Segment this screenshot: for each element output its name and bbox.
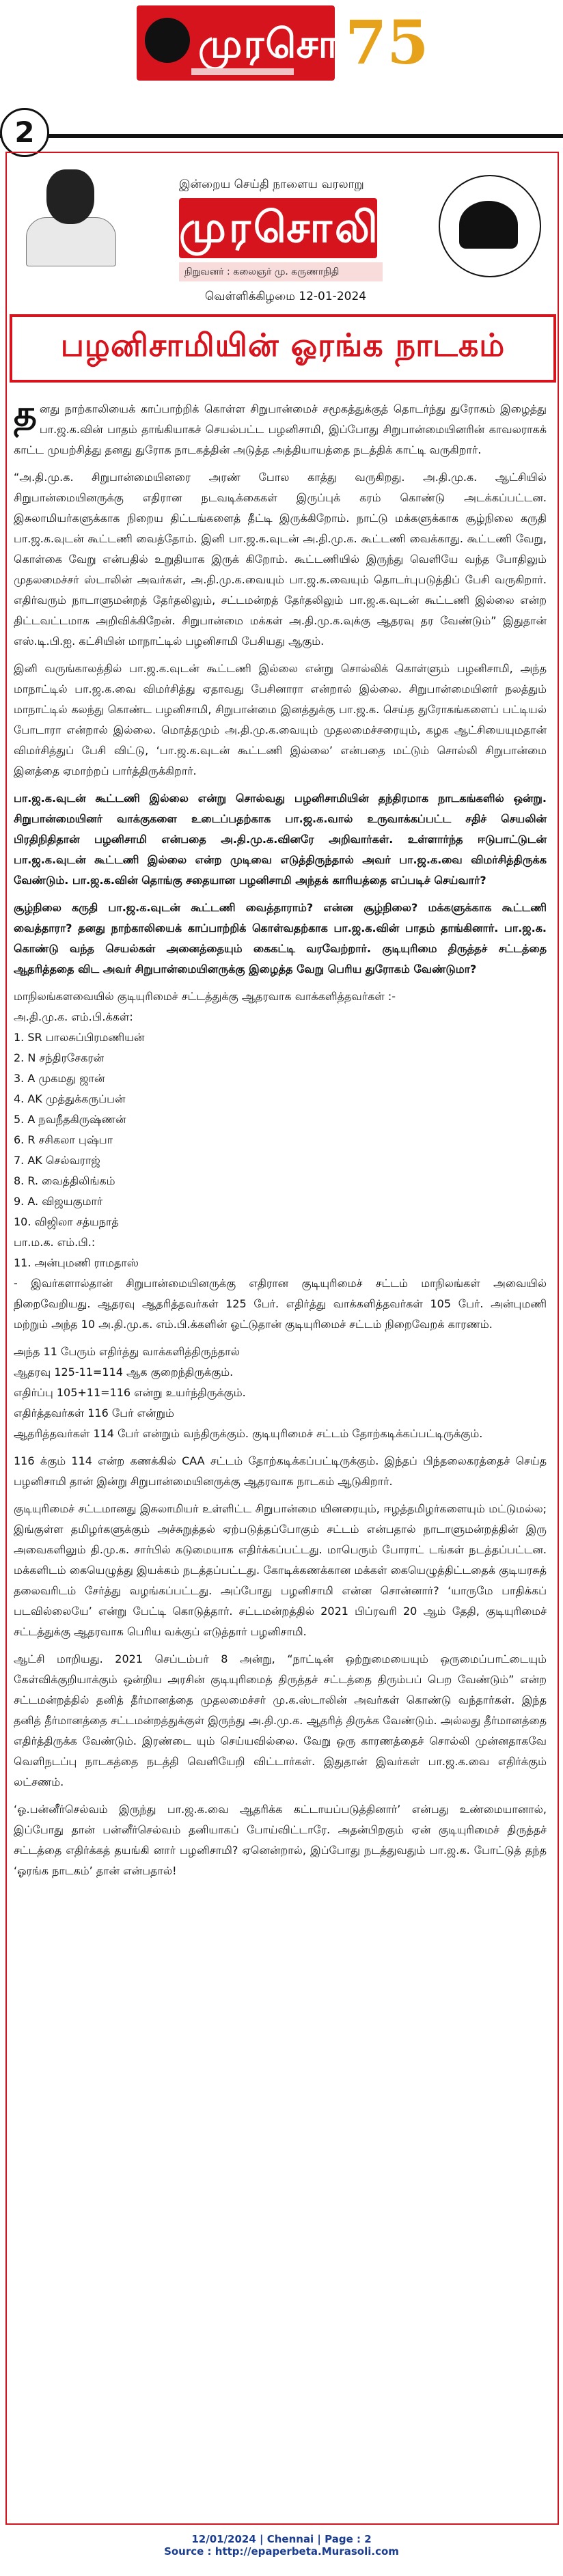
list-item: 11. அன்புமணி ராமதாஸ் [14,1256,139,1269]
rising-sun-logo-icon [145,18,190,63]
list-intro: மாநிலங்களவையில் குடியுரிமைச் சட்டத்துக்கு ஆதரவாக வாக்களித்தவர்கள் :- [14,990,396,1003]
bold-paragraph: பா.ஜ.க.வுடன் கூட்டணி இல்லை என்று சொல்வது பழனிசாமியின் தந்திரமாக நாடகங்களில் ஒன்று. சிறுபான்மையினர் வாக்குகளை உடைப்பதற்காக பா.ஜ.க.வால் உருவாக்கப்பட்ட சதிச் செயலின் பிரதிநிதிதான் பழனிசாமி என்பதை அ.தி.மு.க.வினரே அறிவார்கள். உள்ளார்ந்த ஈடுபாட்டுடன் பா.ஜ.க.வுடன் கூட்டணி இல்லை என்ற முடிவை எடுத்திருந்தால் அவர் பா.ஜ.க.வை விமர்சித்திருக்க வேண்டும். பா.ஜ.க.வின் தொங்கு சதையான பழனிசாமி அந்தக் காரியத்தை எப்படிச் செய்வார்? [14,792,547,887]
masthead-tagline-strip [191,68,294,75]
portrait-head [46,169,94,224]
emblem-sun [459,201,518,249]
paragraph-text: னது நாற்காலியைக் காப்பாற்றிக் கொள்ள சிறுபான்மைச் சமூகத்துக்குத் தொடர்ந்து துரோகம் இழைத்து பா.ஜ.க.வின் பாதம் தாங்கியாகச் செயல்பட்ட பழனிசாமி, இப்போது சிறுபான்மையினரின் காவலராகக் காட்ட முயற்சித்து தனது துரோக நாடகத்தின் அடுத்த அத்தியாயத்தை நடத்திக் காட்டி வருகிறார். [14,402,547,456]
list-item: 7. AK செல்வராஜ் [14,1154,100,1167]
founder-line: நிறுவனர் : கலைஞர் மு. கருணாநிதி [179,262,383,281]
list-item: 1. SR பாலசுப்பிரமணியன் [14,1031,145,1044]
paragraph: ஆதரித்தவர்கள் 114 பேர் என்றும் வந்திருக்கும். குடியுரிமைச் சட்டம் தோற்கடிக்கப்பட்டிருக்கும். [14,1427,483,1440]
tagline: இன்றைய செய்தி நாளைய வரலாறு [179,178,364,191]
footer-issue-info: 12/01/2024 | Chennai | Page : 2 [191,2533,372,2545]
list-group-title: அ.தி.மு.க. எம்.பி.க்கள்: [14,1010,133,1023]
paragraph [14,393,547,460]
paragraph: குடியுரிமைச் சட்டமானது இசுலாமியர் உள்ளிட்ட சிறுபான்மை யினரையும், ஈழத்தமிழர்களையும் மட்டுமல்ல; இங்குள்ள தமிழர்களுக்கும் அச்சுறுத்தல் ஏற்படுத்தப்போகும் சட்டம் என்பதால் நாடாளுமன்றத்தின் இரு அவைகளிலும் தி.மு.க. சார்பில் கடுமையாக எதிர்க்கப்பட்டது. மாபெரும் போராட் டங்கள் நடத்தப்பட்டன. மக்களிடம் கையெழுத்து இயக்கம் நடத்தப்பட்டது. கோடிக்கணக்கான மக்கள் கையெழுத்திட்டதைக் குடியரசுத் தலைவரிடம் சேர்த்து வழங்கப்பட்டது. அப்போது பழனிசாமி என்ன சொன்னார்? ‘யாருமே பாதிக்கப் படவில்லையே’ என்று பேட்டி கொடுத்தார். சட்டமன்றத்தில் 2021 பிப்ரவரி 20 ஆம் தேதி, குடியுரிமைச் சட்டத்துக்கு ஆதரவாக பெரிய வக்குப் எடுத்தார் பழனிசாமி. [14,1502,547,1638]
paragraph: இனி வருங்காலத்தில் பா.ஜ.க.வுடன் கூட்டணி இல்லை என்று சொல்லிக் கொள்ளும் பழனிசாமி, அந்த மாநாட்டில் பா.ஜ.க.வை விமர்சித்து ஏதாவது பேசினாரா என்றால் இல்லை. சிறுபான்மையினர் நலத்தும் மாநாட்டில் கலந்து கொண்ட பழனிசாமி, சிறுபான்மை இனத்துக்கு பா.ஜ.க. செய்த துரோகங்களைப் பட்டியல் போடாரா என்றால் இல்லை. மொத்தமும் அ.தி.மு.க.வையும் முதலமைச்சரையும், கழக ஆட்சியையுமதான் விமர்சித்துப் பேசி விட்டு, ‘பா.ஜ.க.வுடன் கூட்டணி இல்லை’ என்பதை மட்டும் சொல்லி சிறுபான்மை இனத்தை ஏமாற்றப் பார்த்திருக்கிறார். [14,662,547,777]
page-number-badge: 2 [0,108,49,157]
paragraph: ‘ஓ.பன்னீர்செல்வம் இருந்து பா.ஜ.க.வை ஆதரிக்க கட்டாயப்படுத்தினார்’ என்பது உண்மையானால், இப்போது தான் பன்னீர்செல்வம் தனியாகப் போய்விட்டாரே. அதன்பிறகும் ஏன் குடியுரிமைச் திருத்தச் சட்டத்தை எதிர்க்கத் தயங்கி னார் பழனிசாமி? ஏனென்றால், இப்போது நடத்துவதும் பா.ஜ.க. போட்டுத் தந்த ‘ஓரங்க நாடகம்’ தான் என்பதால்! [14,1803,547,1877]
masthead-banner [137,5,429,86]
portrait-body [26,217,116,266]
top-divider [0,134,563,138]
top-masthead [0,0,563,92]
paragraph: - இவர்களால்தான் சிறுபான்மையினருக்கு எதிரான குடியுரிமைச் சட்டம் மாநிலங்கள் அவையில் நிறைவேறியது. ஆதரவு ஆதரித்தவர்கள் 125 பேர். எதிர்த்து வாக்களித்தவர்கள் 105 பேர். அன்புமணி மற்றும் அந்த 10 அ.தி.மு.க. எம்.பி.க்களின் ஓட்டுதான் குடியுரிமைச் சட்டம் நிறைவேறக் காரணம். [14,1277,547,1331]
anniversary-badge: 75 [345,7,429,78]
calc-line: எதிர்ப்பு 105+11=116 என்று உயர்ந்திருக்கும். [14,1386,246,1399]
list-item: 9. A. விஜயகுமார் [14,1195,103,1208]
masthead-name: முரசொலி [198,20,382,67]
issue-date: வெள்ளிக்கிழமை 12-01-2024 [205,290,367,303]
article-body [14,393,547,1888]
list-item: 5. A நவநீதகிருஷ்ணன் [14,1113,126,1126]
party-emblem-icon [439,175,541,277]
list-group-title: பா.ம.க. எம்.பி.: [14,1236,96,1249]
newspaper-title [179,198,381,258]
headline-box [10,314,556,383]
headline: பழனிசாமியின் ஓரங்க நாடகம் [60,327,506,363]
calc-line: அந்த 11 பேரும் எதிர்த்து வாக்களித்திருந்தால் [14,1345,240,1358]
newspaper-title-text: முரசொலி [179,202,381,252]
paragraph: “அ.தி.மு.க. சிறுபான்மையினரை அரண் போல காத்து வருகிறது. அ.தி.மு.க. ஆட்சியில் சிறுபான்மையினருக்கு எதிரான நடவடிக்கைகள் இருப்புக் கரம் கொண்டு அடக்கப்பட்டன. இசுலாமியர்களுக்காக நிறைய திட்டங்களைத் தீட்டி இருக்கிறோம். நாட்டு மக்களுக்காக சூழ்நிலை கருதி பா.ஜ.க.வுடன் கூட்டணி வைத்தோம். இனி பா.ஜ.க.வுடன் அ.தி.மு.க. கூட்டணி வைக்காது. கூட்டணி வேறு, கொள்கை வேறு என்பதில் உறுதியாக இருக் கிறோம். கூட்டணியில் இருந்து வெளியே வந்த போதிலும் முதலமைச்சர் ஸ்டாலின் அவர்கள், அ.தி.மு.க.வையும் பா.ஜ.க.வையும் தொடர்புபடுத்திப் பேசி வருகிறார். எதிர்வரும் நாடாளுமன்றத் தேர்தலிலும், சட்டமன்றத் தேர்தலிலும் பா.ஜ.க.வுடன் கூட்டணி இல்லை என்ற திட்டவட்டமாக அறிவிக்கிறேன். சிறுபான்மை மக்கள் அ.தி.மு.க.வுக்கு ஆதரவு தர வேண்டும்” இதுதான் எஸ்.டி.பி.ஐ. கட்சியின் மாநாட்டில் பழனிசாமி பேசியது ஆகும். [14,471,547,648]
founder-portrait-icon [19,169,122,265]
list-item: 6. R சசிகலா புஷ்பா [14,1133,113,1146]
list-item: 10. விஜிலா சத்யநாத் [14,1215,119,1228]
paragraph: ஆட்சி மாறியது. 2021 செப்டம்பர் 8 அன்று, “நாட்டின் ஒற்றுமையையும் ஒருமைப்பாட்டையும் கேள்விக்குறியாக்கும் ஒன்றிய அரசின் குடியுரிமைத் திருத்தச் சட்டத்தை திரும்பப் பெற வேண்டும்” என்ற சட்டமன்றத்தில் தனித் தீர்மானத்தை முதலமைச்சர் மு.க.ஸ்டாலின் அவர்கள் கொண்டு வந்தார்கள். இந்த தனித் தீர்மானத்தை சட்டமன்றத்துக்குள் இருந்து அ.தி.மு.க. ஆதரித் திருக்க வேண்டும். அல்லது தீர்மானத்தை எதிர்த்திருக்க வேண்டும். இரண்டை யும் செய்யவில்லை. வேறு ஒரு காரணத்தைச் சொல்லி முன்னதாகவே வெளிநடப்பு நாடகத்தை நடத்தி வெளியேறி விட்டார்கள். இதுதான் இவர்கள் பா.ஜ.க.வை எதிர்க்கும் லட்சணம். [14,1652,547,1788]
drop-cap: த [14,393,37,434]
paragraph: 116 க்கும் 114 என்ற கணக்கில் CAA சட்டம் தோற்கடிக்கப்பட்டிருக்கும். இந்தப் பிந்தலைகரத்தைச் செய்த பழனிசாமி தான் இன்று சிறுபான்மையினருக்கு ஆதரவாக நாடகம் ஆடுகிறார். [14,1454,547,1488]
page-footer [0,2533,563,2558]
bold-paragraph: சூழ்நிலை கருதி பா.ஜ.க.வுடன் கூட்டணி வைத்தாராம்? என்ன சூழ்நிலை? மக்களுக்காக கூட்டணி வைத்தாரா? தனது நாற்காலியைக் காப்பாற்றிக் கொள்வதற்காக பா.ஜ.க.வின் பாதம் தாங்கினார். பா.ஜ.க. கொண்டு வந்த செயல்கள் அனைத்தையும் கைகட்டி வரவேற்றார். குடியுரிமை திருத்தச் சட்டத்தை ஆதரித்ததை விட அவர் சிறுபான்மையினருக்கு இழைத்த வேறு பெரிய துரோகம் வேண்டுமா? [14,901,547,975]
list-item: 3. A முகமது ஜான் [14,1072,105,1085]
list-item: 2. N சந்திரசேகரன் [14,1051,105,1064]
calc-line: ஆதரவு 125-11=114 ஆக குறைந்திருக்கும். [14,1366,234,1379]
list-item: 4. AK முத்துக்கருப்பன் [14,1092,126,1105]
list-item: 8. R. வைத்திலிங்கம் [14,1174,115,1187]
footer-source-link[interactable]: Source : http://epaperbeta.Murasoli.com [164,2545,399,2558]
calc-line: எதிர்த்தவர்கள் 116 பேர் என்றும் [14,1407,174,1419]
